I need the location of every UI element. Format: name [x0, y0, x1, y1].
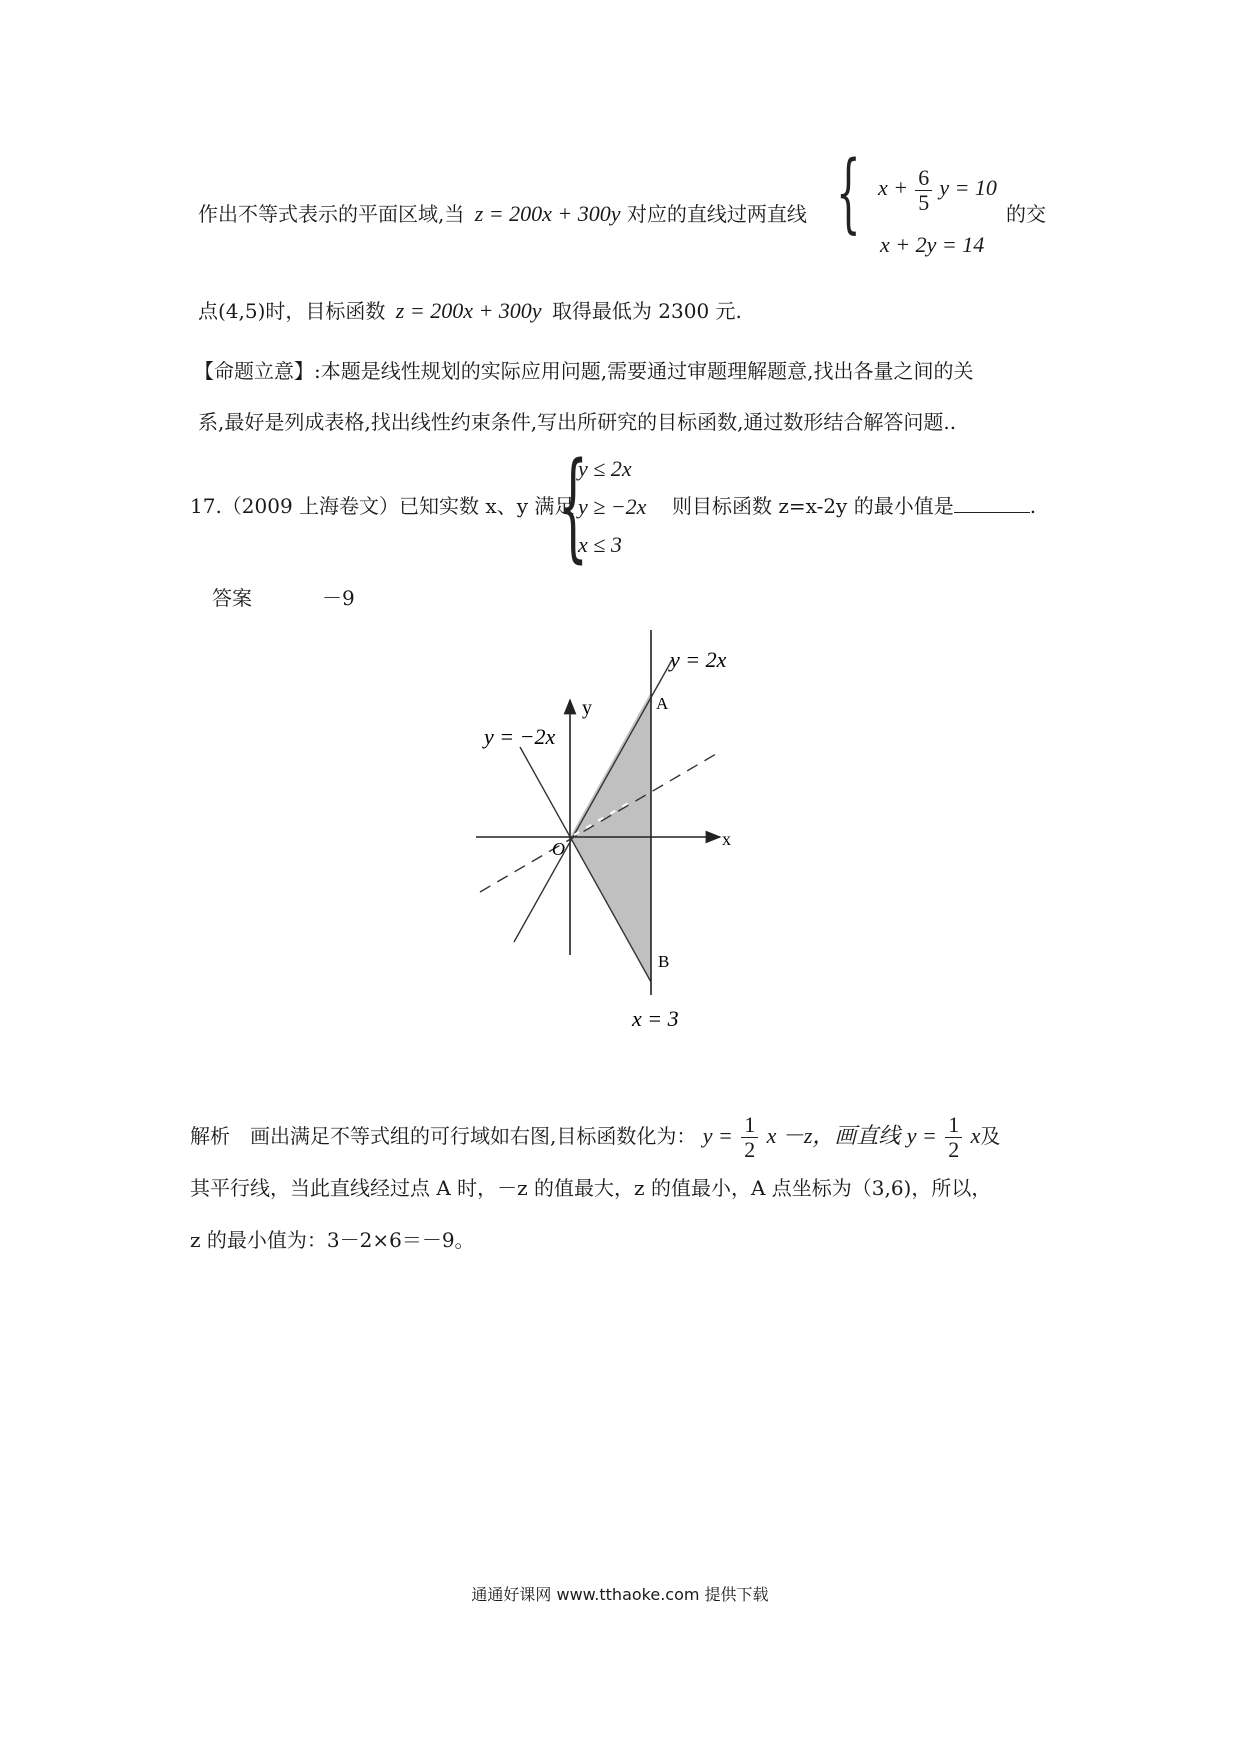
q17-constraint-1: y ≤ 2x: [578, 456, 632, 481]
analysis-line2: 其平行线，当此直线经过点 A 时，－z 的值最大，z 的值最小，A 点坐标为（3,6)，所以，: [190, 1176, 992, 1200]
system-brace-2: {: [558, 436, 589, 574]
q17-constraint-3: x ≤ 3: [578, 532, 622, 557]
intent-line2: 系,最好是列成表格,找出线性约束条件,写出所研究的目标函数,通过数形结合解答问题..: [198, 410, 957, 434]
para1-mid: 对应的直线过两直线: [626, 202, 807, 226]
label-origin: O: [552, 839, 565, 859]
label-point-a: A: [656, 694, 669, 713]
label-y-axis: y: [582, 697, 592, 719]
label-y-2x: y = 2x: [670, 647, 727, 672]
fraction-one-half: $\frac{1}{2}$: [741, 1113, 758, 1162]
para2: 点(4,5)时，目标函数 z = 200x + 300y 取得最低为 2300 元.: [198, 298, 742, 323]
q17-post: 则目标函数 z=x-2y 的最小值是 .: [672, 494, 1037, 518]
label-y-neg2x: y = −2x: [484, 724, 556, 749]
para1-pre: 作出不等式表示的平面区域,当: [198, 202, 465, 226]
page-footer: 通通好课网 www.tthaoke.com 提供下载: [471, 1585, 769, 1604]
objective-function: z = 200x + 300y: [474, 201, 621, 226]
para1-line1: [198, 200, 807, 228]
feasible-region-figure: [470, 630, 770, 1030]
q17-constraint-2: y ≥ −2x: [578, 494, 647, 519]
fraction-6-5: $\frac{6}{5}$: [915, 166, 932, 215]
answer-value: －9: [322, 586, 355, 610]
answer-label: 答案: [212, 586, 252, 610]
system-brace-1: {: [836, 143, 861, 243]
answer-blank: [954, 494, 1030, 513]
system-eq2: x + 2y = 14: [880, 232, 985, 257]
system-eq1: x + $\frac{6}{5}$ y = 10: [878, 165, 997, 215]
para1-post: 的交: [1006, 202, 1046, 226]
analysis-line1: 解析 画出满足不等式组的可行域如右图,目标函数化为： y = $\frac{1}{2}$ x －z，画直线 y = $\frac{1}{2}$ x及: [190, 1112, 1001, 1162]
q17-pre: 17.（2009 上海卷文）已知实数 x、y 满足: [190, 494, 575, 518]
label-x-3: x = 3: [632, 1006, 679, 1030]
analysis-line3: z 的最小值为：3－2×6＝－9。: [190, 1228, 475, 1252]
label-x-axis: x: [722, 829, 731, 849]
intent-line1: 【命题立意】:本题是线性规划的实际应用问题,需要通过审题理解题意,找出各量之间的关: [194, 359, 974, 383]
label-point-b: B: [658, 952, 670, 971]
fraction-one-half-2: $\frac{1}{2}$: [945, 1113, 962, 1162]
